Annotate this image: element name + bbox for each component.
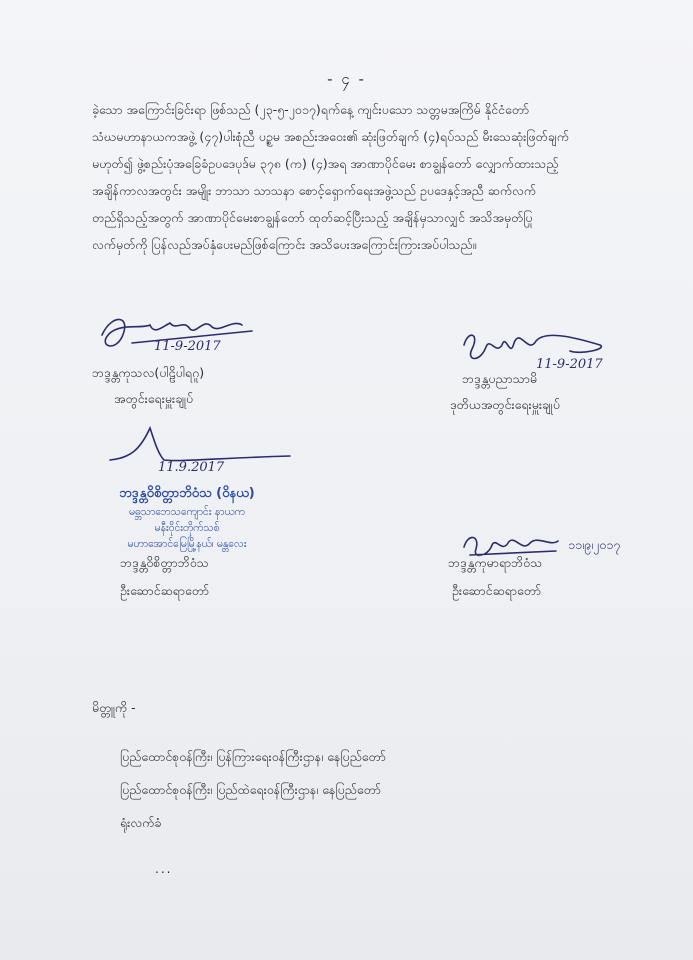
stamp-line: မဟာအောင်မြေမြို့နယ်၊ မန္တလေး <box>127 538 247 550</box>
stamp-name: ဘဒ္ဒန္တဝိစိတ္တာဘိဝံသ (ဝိနယ) <box>119 486 255 501</box>
signatory-title: ဦးဆောင်ဆရာတော် <box>452 583 542 598</box>
copy-recipient: ပြည်ထောင်စုဝန်ကြီး၊ ပြည်ထဲရေးဝန်ကြီးဌာန၊ နေပြည်တော် <box>120 782 381 797</box>
signatory-name: ဘဒ္ဒန္တကုသလ(ပါဠိပါရဂူ) <box>92 365 205 380</box>
signatory-title: ဦးဆောင်ဆရာတော် <box>120 583 210 598</box>
stamp-line: မဓ္ဘသာဘေသကျောင်း နာယက <box>129 506 245 518</box>
body-line: သံဃမဟာနာယကအဖွဲ့ (၄၇)ပါးစုံညီ ပဉ္စမ အစည်းအဝေး၏ ဆုံးဖြတ်ချက် (၄)ရပ်သည် မီးသေဆုံးဖြတ်ချက် <box>92 129 569 144</box>
signature-date: 11-9-2017 <box>536 357 603 372</box>
dots-marker: ... <box>155 862 173 876</box>
body-line: လက်မှတ်ကို ပြန်လည်အပ်နှံပေးမည်ဖြစ်ကြောင်း အသိပေးအကြောင်းကြားအပ်ပါသည်။ <box>92 237 477 252</box>
signature-date: 11-9-2017 <box>154 339 221 354</box>
stamp-line: မနီးဝိုင်းတိုက်သစ် <box>154 522 220 534</box>
body-line: ခဲ့သော အကြောင်းခြင်းရာ ဖြစ်သည် (၂၃-၅-၂၀၁၇)ရက်နေ့ ကျင်းပသော သတ္တမအကြိမ် နိုင်ငံတော် <box>92 102 530 117</box>
copies-heading: မိတ္တူကို - <box>92 700 136 715</box>
copy-recipient: ရုံးလက်ခံ <box>120 815 162 830</box>
signatory-name: ဘဒ္ဒန္တဝိစိတ္တာဘိဝံသ <box>120 555 209 570</box>
official-stamp <box>92 485 282 552</box>
body-line: အချိန်ကာလအတွင်း အမျိုး ဘာသာ သာသနာ စောင့်ရှောက်ရေးအဖွဲ့သည် ဥပဒေနှင့်အညီ ဆက်လက် <box>92 183 537 198</box>
signatory-title: အတွင်းရေးမှူးချုပ် <box>114 391 194 406</box>
body-line: မဟုတ်၍ ဖွဲ့စည်းပုံအခြေခံဥပဒေပုဒ်မ ၃၇၈ (က) (၄)အရ အာဏာပိုင်မေး စာချွန်တော် လျှောက်ထားသည့် <box>92 156 559 171</box>
copy-recipient: ပြည်ထောင်စုဝန်ကြီး၊ ပြန်ကြားရေးဝန်ကြီးဌာန၊ နေပြည်တော် <box>120 749 386 764</box>
signatory-title: ဒုတိယအတွင်းရေးမှူးချုပ် <box>450 397 560 412</box>
body-paragraph <box>92 96 612 258</box>
copies-list <box>120 740 386 839</box>
page-number: - ၄ - <box>327 70 366 88</box>
body-line: တည်ရှိသည့်အတွက် အာဏာပိုင်မေးစာချွန်တော် ထုတ်ဆင့်ပြီးသည့် အချိန်မှသာလျှင် အသိအမှတ်ပြု <box>92 210 533 225</box>
signature-date: 11.9.2017 <box>158 460 225 475</box>
signatory-name: ဘဒ္ဒန္တပညာသာမိ <box>462 371 538 386</box>
handwritten-signature <box>92 305 272 365</box>
signature-date: ၁၁၊၉၊၂၀၁၇ <box>568 537 621 552</box>
signatory-name: ဘဒ္ဒန္တကုမာရာဘိဝံသ <box>448 555 543 570</box>
